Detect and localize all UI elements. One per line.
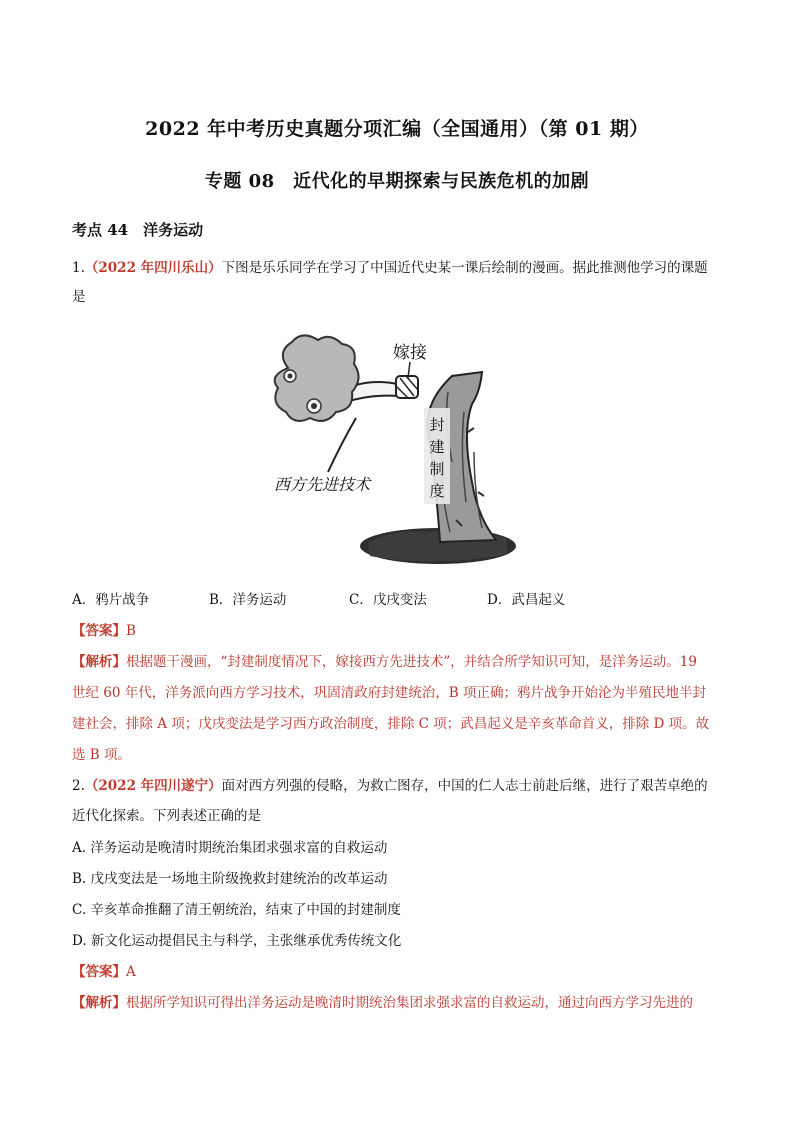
q1-option-a: A．鸦片战争	[72, 592, 150, 608]
document-subtitle: 专题 08 近代化的早期探索与民族危机的加剧	[204, 171, 590, 192]
q1-stem	[72, 258, 724, 278]
q2-stem	[72, 776, 724, 796]
q2-answer-tag: 【答案】	[72, 964, 126, 980]
q1-source: （2022 年四川乐山）	[84, 260, 222, 276]
q2-option-a: A. 洋务运动是晚清时期统治集团求强求富的自救运动	[72, 840, 388, 856]
q2-answer	[72, 962, 724, 982]
q2-number: 2.	[72, 778, 85, 794]
q2-stem-text: 面对西方列强的侵略，为救亡图存，中国的仁人志士前赴后继，进行了艰苦卓绝的	[221, 778, 708, 794]
q1-cartoon	[268, 332, 524, 570]
q1-analysis-1	[72, 652, 724, 672]
q1-analysis-tag: 【解析】	[72, 654, 126, 670]
q2-analysis-text-1: 根据所学知识可得出洋务运动是晚清时期统治集团求强求富的自救运动，通过向西方学习先进的	[126, 995, 693, 1011]
q1-analysis-text-1: 根据题干漫画，“封建制度情况下，嫁接西方先进技术”，并结合所学知识可知，是洋务运动。19	[126, 654, 697, 670]
q1-analysis-2: 世纪 60 年代，洋务派向西方学习技术，巩固清政府封建统治，B 项正确；鸦片战争开始沦为半殖民地半封	[72, 685, 706, 701]
q2-source: （2022 年四川遂宁）	[84, 778, 222, 794]
q1-answer-value: B	[126, 623, 136, 639]
trunk-char-1: 封	[429, 416, 445, 434]
q1-answer	[72, 621, 724, 641]
q2-option-d: D. 新文化运动提倡民主与科学，主张继承优秀传统文化	[72, 933, 402, 949]
q1-options	[72, 590, 724, 610]
tech-label: 西方先进技术	[274, 475, 371, 494]
q1-option-b: B．洋务运动	[209, 592, 287, 608]
q1-analysis-3: 建社会，排除 A 项；戊戌变法是学习西方政治制度，排除 C 项；武昌起义是辛亥革命首义，排除 D 项。故	[72, 716, 710, 732]
q1-option-d: D．武昌起义	[487, 592, 566, 608]
q2-answer-value: A	[126, 964, 136, 980]
cartoon-illustration	[268, 332, 524, 570]
q2-option-c: C. 辛亥革命推翻了清王朝统治，结束了中国的封建制度	[72, 902, 401, 918]
q1-stem-text: 下图是乐乐同学在学习了中国近代史某一课后绘制的漫画。据此推测他学习的课题	[221, 260, 708, 276]
q2-analysis-tag: 【解析】	[72, 995, 126, 1011]
section-heading: 考点 44 洋务运动	[72, 221, 204, 239]
graft-label: 嫁接	[393, 343, 427, 363]
q1-analysis-4: 选 B 项。	[72, 747, 132, 763]
trunk-char-4: 度	[429, 482, 445, 500]
document-title: 2022 年中考历史真题分项汇编（全国通用）（第 01 期）	[145, 118, 649, 140]
trunk-char-2: 建	[429, 438, 445, 456]
q2-option-b: B. 戊戌变法是一场地主阶级挽救封建统治的改革运动	[72, 871, 388, 887]
q2-stem-cont: 近代化探索。下列表述正确的是	[72, 808, 261, 824]
q1-stem-cont: 是	[72, 289, 86, 305]
trunk-char-3: 制	[429, 460, 445, 478]
q2-analysis-1	[72, 993, 724, 1013]
q1-answer-tag: 【答案】	[72, 623, 126, 639]
q1-number: 1.	[72, 260, 85, 276]
q1-option-c: C．戊戌变法	[349, 592, 427, 608]
